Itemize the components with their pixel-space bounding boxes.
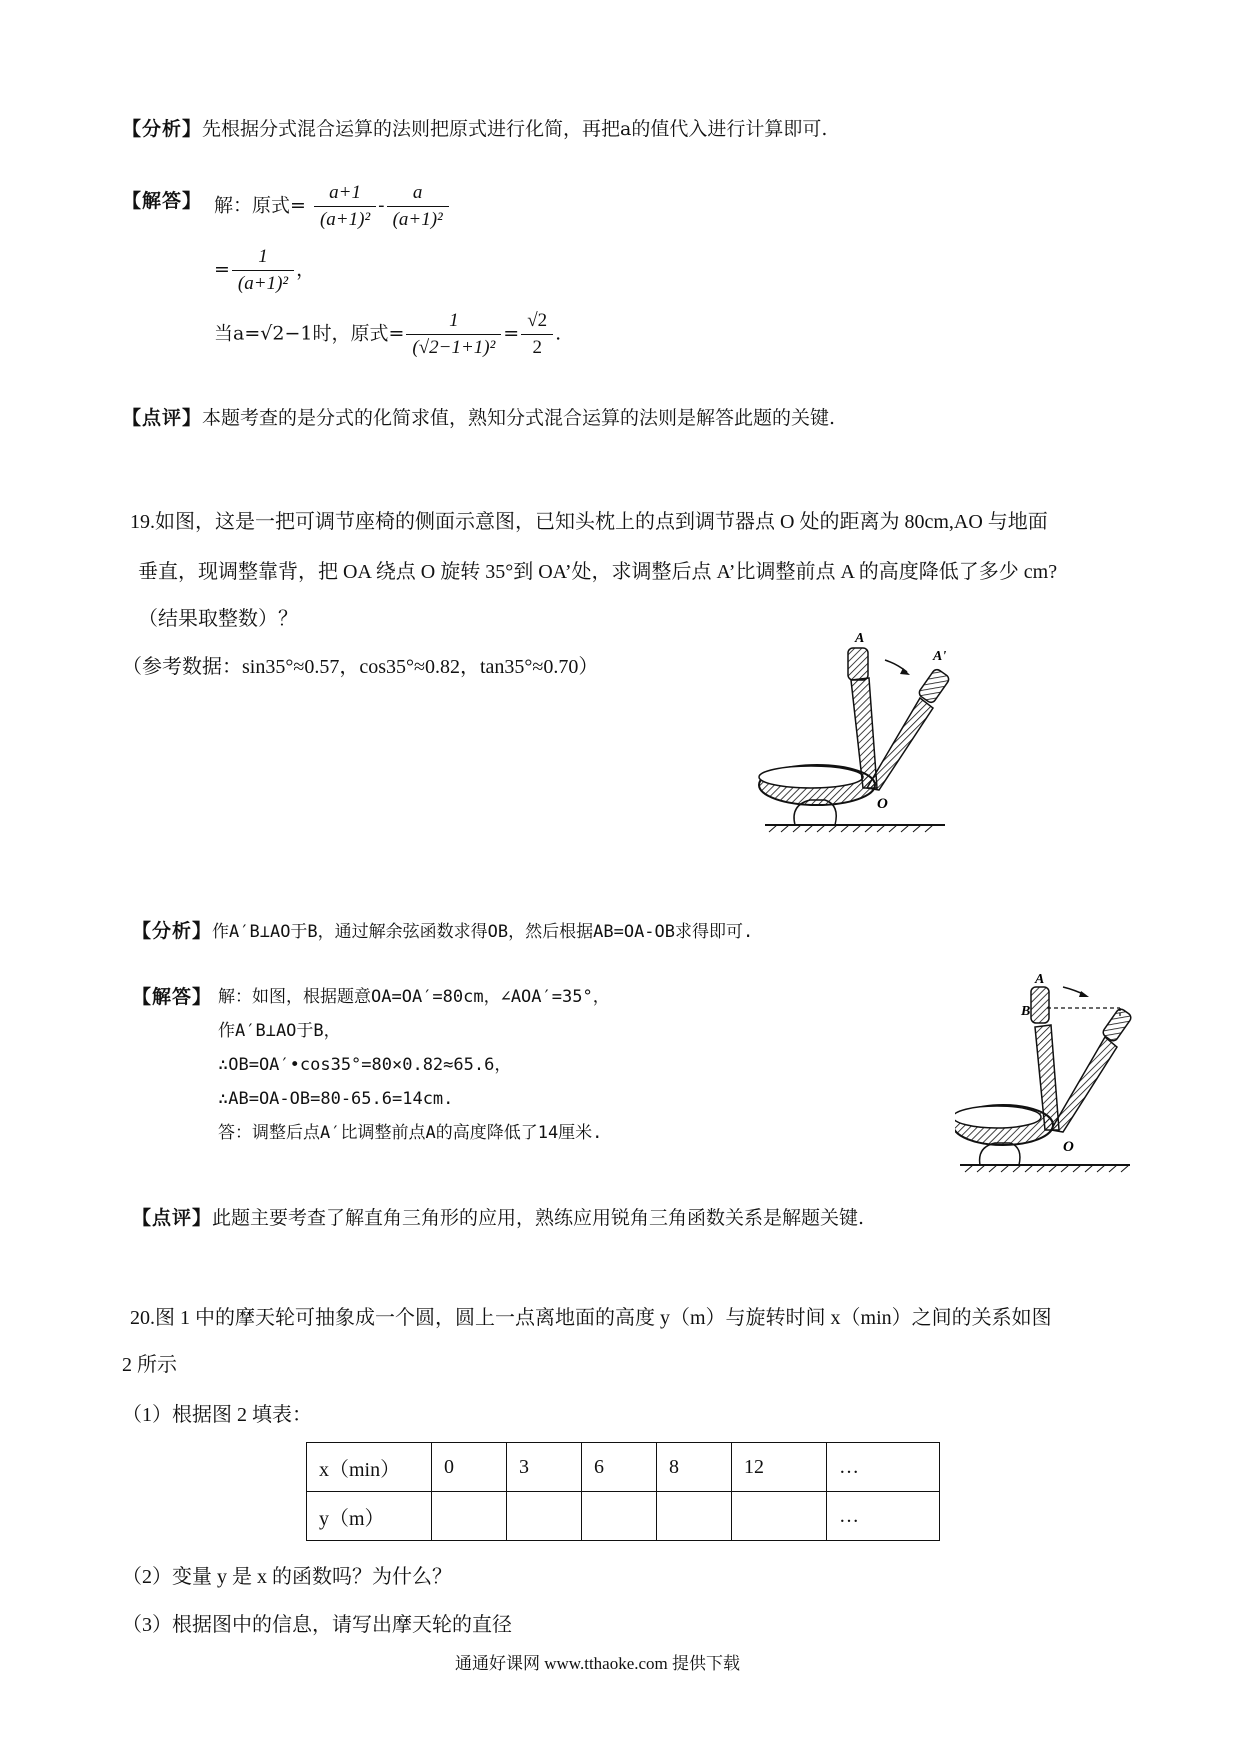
seat-figure-1 [755,620,955,835]
fraction-5 [521,308,553,361]
seat-cushion-top [759,766,863,788]
label-A-prime: A' [933,649,947,664]
q18-analysis [122,116,827,142]
fraction-2 [387,180,449,233]
q18-solution-line3 [214,308,561,361]
label-A: A [1035,972,1045,987]
q18-solution-line2 [214,244,315,297]
solution-tag: 【解答】 [132,986,213,1008]
table-cell: 8 [657,1443,732,1492]
q19-solution-line1: 解：如图，根据题意OA=OA′=80cm，∠AOA′=35°， [218,987,610,1007]
fraction-numerator: 1 [232,244,294,271]
q19-comment [132,1205,864,1231]
ground-hatch [965,1165,1129,1172]
fraction-numerator: a+1 [314,180,376,207]
solution-tag: 【解答】 [122,190,203,212]
label-O: O [1063,1139,1074,1155]
comma: ， [296,258,316,281]
fraction-denominator: (a+1)² [392,209,443,230]
analysis-tag: 【分析】 [122,118,203,140]
q20-part1: （1）根据图 2 填表： [122,1404,312,1426]
q20-part3: （3）根据图中的信息，请写出摩天轮的直径 [122,1614,512,1636]
analysis-text: 作A′B⊥AO于B，通过解余弦函数求得OB，然后根据AB=OA-OB求得即可. [212,922,754,942]
label-A: A [855,631,865,646]
solution-prefix: 解：原式= [214,194,306,217]
fraction-denominator: (a+1)² [237,273,289,294]
fill-in-table [306,1442,940,1541]
backrest-rotated [867,698,933,790]
table-cell [507,1492,582,1541]
q20-stem-line2: 2 所示 [122,1354,177,1376]
ground-hatch [769,825,933,832]
q18-solution-tag [122,188,202,214]
arrowhead [1079,991,1089,997]
comment-text: 本题考查的是分式的化简求值，熟知分式混合运算的法则是解答此题的关键. [202,407,836,429]
seat-base [980,1143,1020,1165]
fraction-numerator: 1 [406,308,501,335]
table-cell [582,1492,657,1541]
equals-sign: = [503,322,520,345]
q18-comment [122,405,835,431]
comment-tag: 【点评】 [132,1207,213,1229]
q20-stem-line1: 20.图 1 中的摩天轮可抽象成一个圆，圆上一点离地面的高度 y（m）与旋转时间 x（min）之间的关系如图 [130,1307,1052,1329]
label-O: O [877,796,888,812]
fraction-numerator: √2 [521,308,553,335]
equals-sign: = [214,258,230,281]
q19-solution-line5: 答：调整后点A′比调整前点A的高度降低了14厘米. [218,1123,603,1143]
table-cell [432,1492,507,1541]
page-footer: 通通好课网 www.tthaoke.com 提供下载 [455,1654,741,1673]
arrowhead [900,668,910,675]
fraction-denominator: (√2−1+1)² [412,337,496,358]
table-cell: 6 [582,1443,657,1492]
table-cell: … [827,1443,940,1492]
headrest-rotated [1101,1007,1132,1042]
q20-part2: （2）变量 y 是 x 的函数吗？为什么？ [122,1566,452,1588]
analysis-text: 先根据分式混合运算的法则把原式进行化简，再把a的值代入进行计算即可. [202,118,828,140]
fraction-3 [232,244,294,297]
q19-stem-line2: 垂直，现调整靠背，把 OA 绕点 O 旋转 35°到 OA’处，求调整后点 A’比调整前点 A 的高度降低了多少 cm? [138,561,1058,583]
table-cell [657,1492,732,1541]
analysis-tag: 【分析】 [132,920,213,942]
period: . [555,322,562,345]
table-cell: … [827,1492,940,1541]
substitution-text: 当a=√2−1时，原式= [214,322,405,345]
headrest-rotated [917,668,950,705]
headrest-vertical [848,648,868,680]
comment-text: 此题主要考查了解直角三角形的应用，熟练应用锐角三角函数关系是解题关键. [212,1207,865,1229]
table-cell: x（min） [307,1443,432,1492]
q19-solution-line3: ∴OB=OA′•cos35°=80×0.82≈65.6， [218,1055,512,1075]
q19-stem-line3: （结果取整数）？ [138,608,298,630]
q18-solution-line1 [214,180,451,233]
comment-tag: 【点评】 [122,407,203,429]
table-row [307,1443,940,1492]
seat-figure-2 [955,965,1135,1175]
q19-solution-tag [132,984,212,1010]
fraction-1 [314,180,376,233]
label-B: B [1021,1004,1031,1019]
table-cell: 0 [432,1443,507,1492]
fraction-4 [406,308,501,361]
q19-analysis [132,918,753,945]
fraction-numerator: a [387,180,449,207]
fraction-denominator: 2 [532,337,542,358]
table-cell: 12 [732,1443,827,1492]
table-cell: 3 [507,1443,582,1492]
headrest-vertical [1031,987,1049,1023]
q19-reference-data: （参考数据：sin35°≈0.57，cos35°≈0.82，tan35°≈0.70） [122,656,599,678]
table-row [307,1492,940,1541]
q19-stem-line1: 19.如图，这是一把可调节座椅的侧面示意图，已知头枕上的点到调节器点 O 处的距离为 80cm,AO 与地面 [130,511,1048,533]
table-cell [732,1492,827,1541]
q19-solution-line2: 作A′B⊥AO于B， [218,1021,341,1041]
fraction-denominator: (a+1)² [319,209,371,230]
q19-solution-line4: ∴AB=OA-OB=80-65.6=14cm. [218,1089,454,1109]
seat-cushion-top [955,1106,1041,1128]
backrest-rotated [1051,1037,1117,1132]
table-cell: y（m） [307,1492,432,1541]
minus-sign: - [378,194,385,217]
